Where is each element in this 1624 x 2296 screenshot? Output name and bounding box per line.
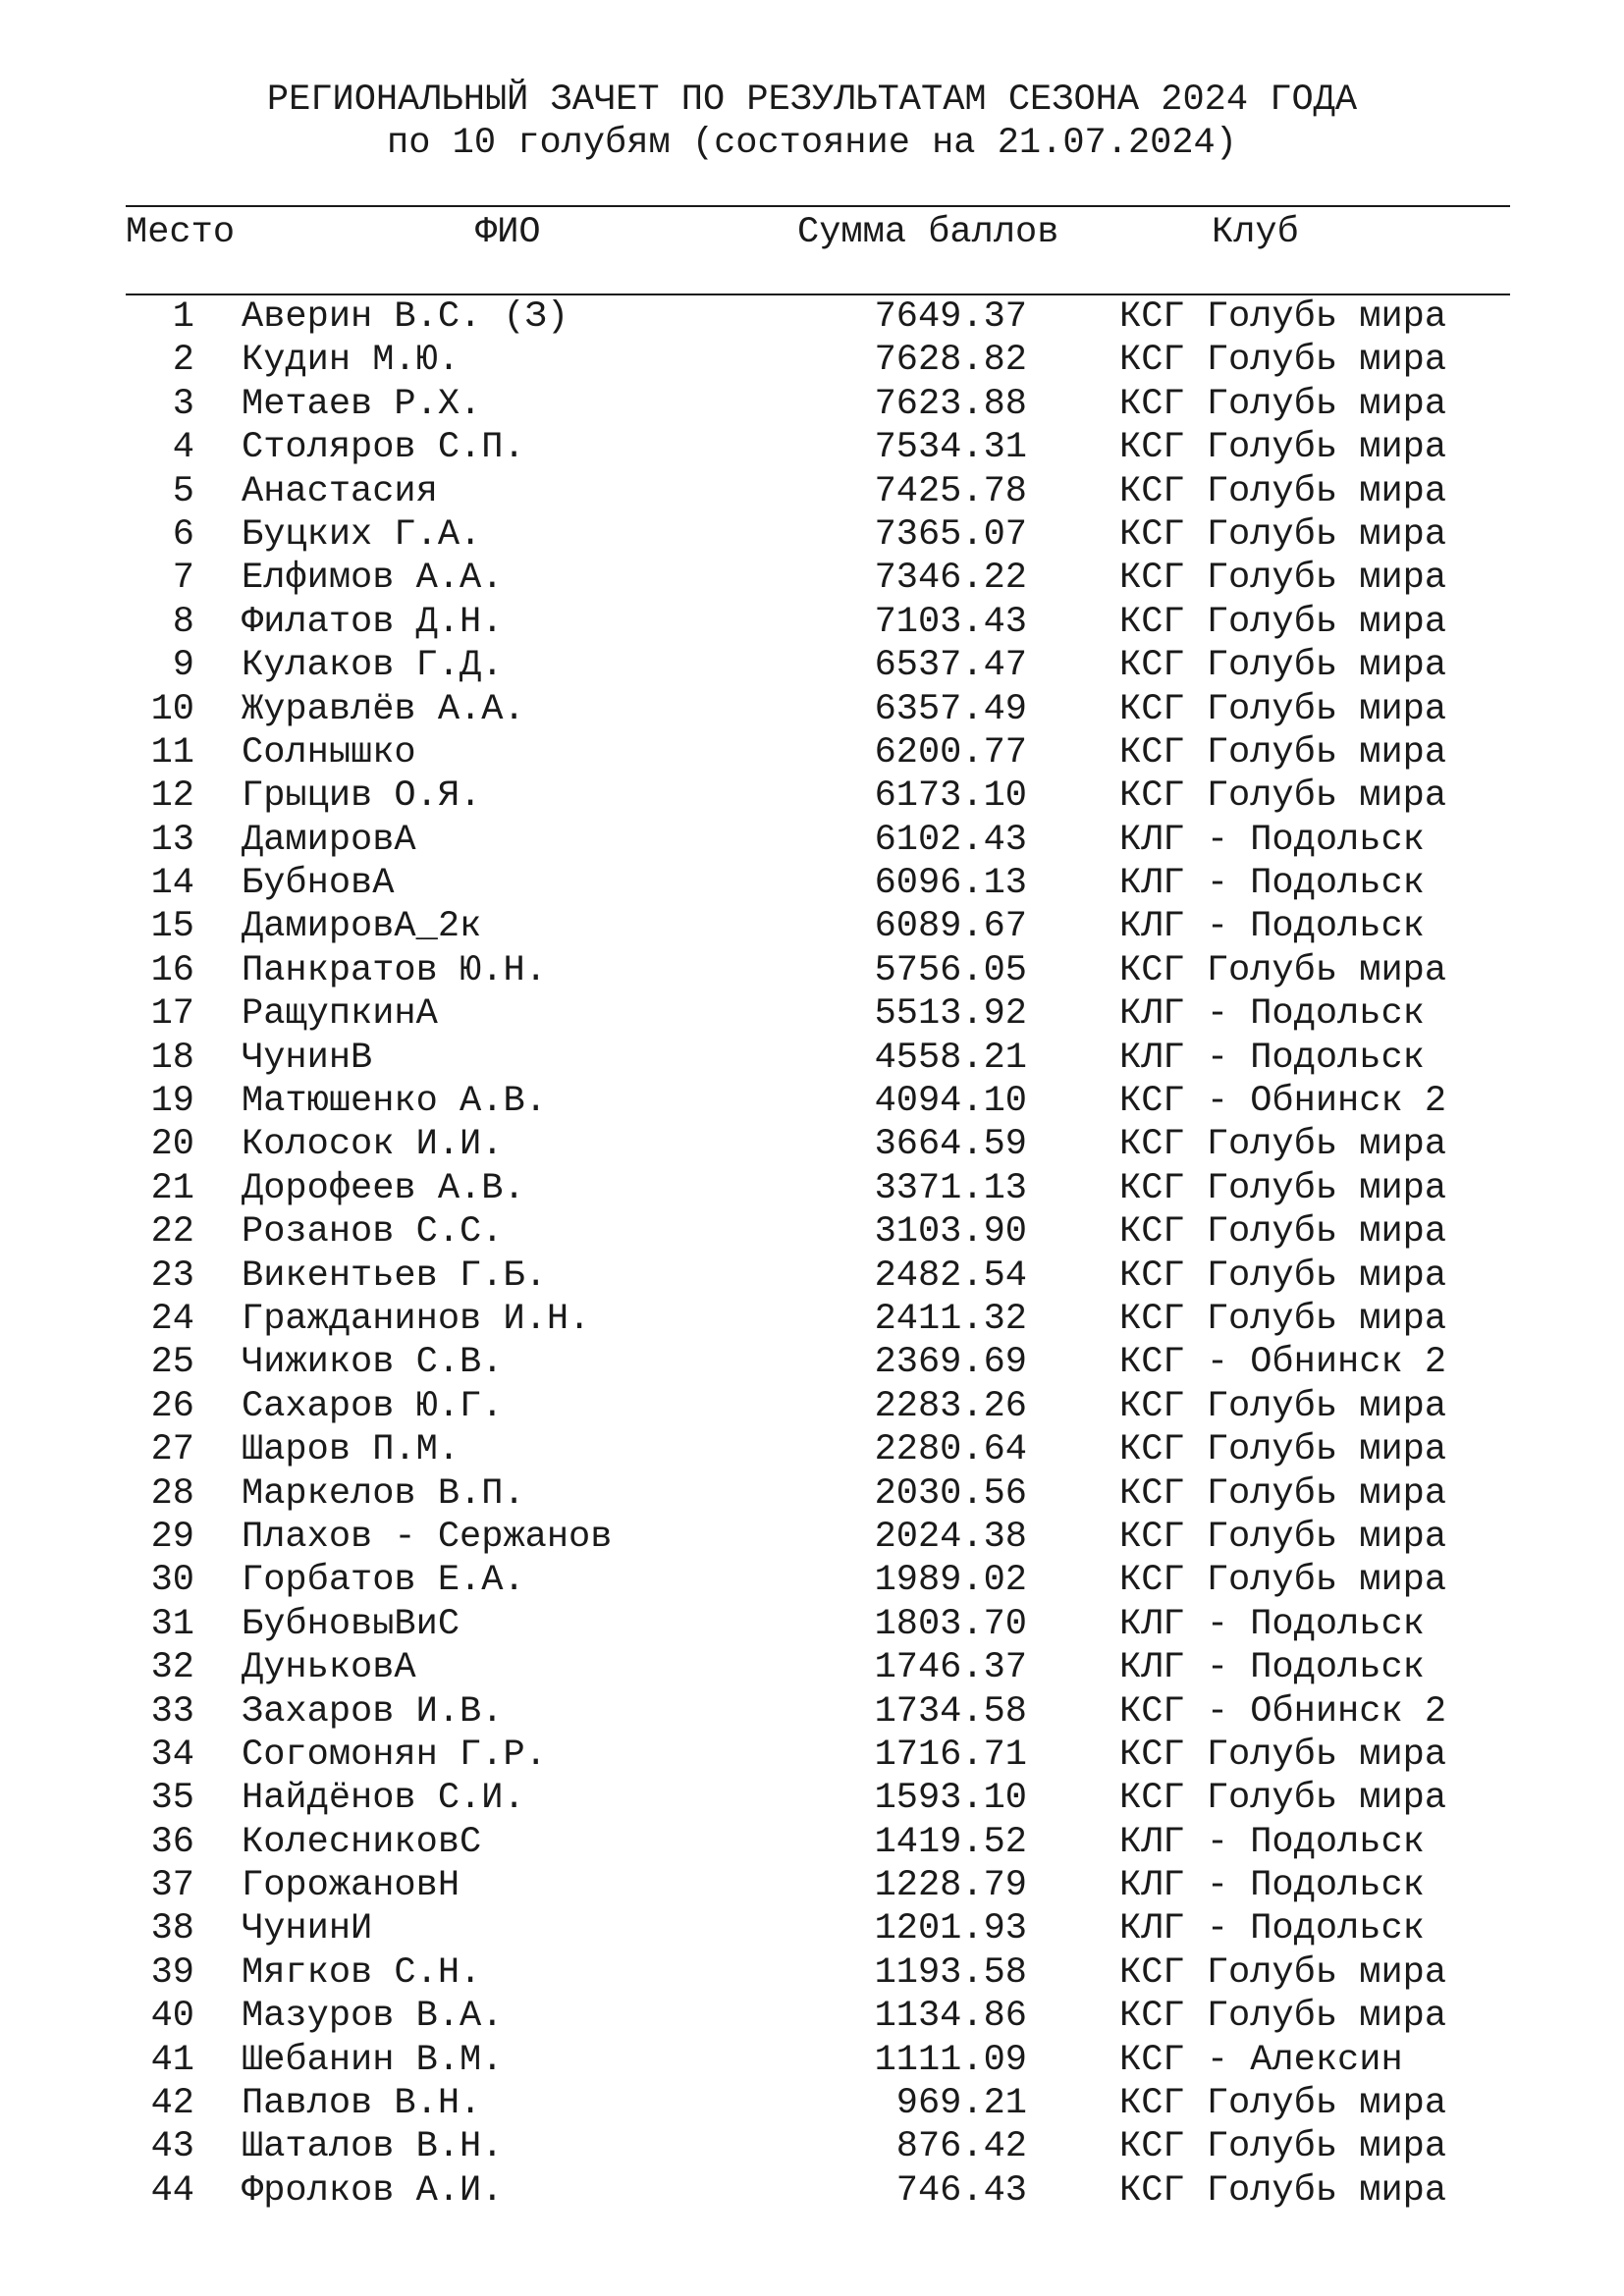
row-club: КСГ Голубь мира <box>1119 1167 1447 1209</box>
table-row <box>0 1428 1624 1471</box>
row-score: 7534.31 <box>874 427 1027 469</box>
row-name: Согомонян Г.Р. <box>242 1734 547 1776</box>
row-club: КСГ Голубь мира <box>1119 1516 1447 1558</box>
table-row <box>0 1603 1624 1646</box>
row-name: Матюшенко А.В. <box>242 1081 547 1123</box>
row-name: Буцких Г.А. <box>242 513 482 556</box>
row-club: КСГ - Обнинск 2 <box>1119 1081 1447 1123</box>
row-club: КСГ Голубь мира <box>1119 1298 1447 1340</box>
table-row <box>0 1951 1624 1995</box>
table-row <box>0 1907 1624 1950</box>
row-score: 746.43 <box>895 2169 1027 2212</box>
row-name: РащупкинА <box>242 993 438 1036</box>
row-club: КСГ - Алексин <box>1119 2039 1403 2081</box>
page-subtitle: по 10 голубям (состояние на 21.07.2024) <box>387 123 1237 164</box>
row-name: Сахаров Ю.Г. <box>242 1385 504 1427</box>
row-place: 7 <box>172 558 194 600</box>
table-row <box>0 949 1624 992</box>
row-club: КЛГ - Подольск <box>1119 1603 1425 1645</box>
row-club: КСГ Голубь мира <box>1119 1560 1447 1602</box>
table-row <box>0 1210 1624 1254</box>
row-score: 1803.70 <box>874 1603 1027 1645</box>
row-place: 11 <box>150 731 194 774</box>
row-club: КЛГ - Подольск <box>1119 1647 1425 1689</box>
row-club: КСГ - Обнинск 2 <box>1119 1342 1447 1384</box>
row-score: 6089.67 <box>874 906 1027 948</box>
row-score: 7425.78 <box>874 470 1027 512</box>
row-club: КСГ Голубь мира <box>1119 1255 1447 1297</box>
row-score: 1734.58 <box>874 1690 1027 1733</box>
row-club: КСГ Голубь мира <box>1119 1385 1447 1427</box>
table-row <box>0 1690 1624 1734</box>
column-header-score: Сумма баллов <box>797 212 1059 253</box>
row-name: ДамировА_2к <box>242 906 482 948</box>
table-row <box>0 2039 1624 2082</box>
row-place: 9 <box>172 645 194 687</box>
table-row <box>0 1385 1624 1428</box>
row-name: Гражданинов И.Н. <box>242 1298 591 1340</box>
row-score: 4558.21 <box>874 1037 1027 1079</box>
row-name: ГорожановН <box>242 1865 460 1907</box>
row-place: 5 <box>172 470 194 512</box>
row-place: 42 <box>150 2083 194 2125</box>
row-name: Кулаков Г.Д. <box>242 645 504 687</box>
row-place: 16 <box>150 949 194 991</box>
table-row <box>0 1995 1624 2038</box>
table-row <box>0 862 1624 905</box>
row-place: 29 <box>150 1516 194 1558</box>
row-place: 35 <box>150 1778 194 1820</box>
row-name: Елфимов А.А. <box>242 558 504 600</box>
row-score: 2283.26 <box>874 1385 1027 1427</box>
row-place: 39 <box>150 1951 194 1994</box>
row-club: КСГ Голубь мира <box>1119 2126 1447 2168</box>
table-row <box>0 688 1624 731</box>
row-score: 7623.88 <box>874 383 1027 425</box>
row-score: 2280.64 <box>874 1429 1027 1471</box>
row-score: 6173.10 <box>874 775 1027 818</box>
row-score: 6102.43 <box>874 819 1027 861</box>
column-header-place: Место <box>126 212 236 253</box>
row-score: 7649.37 <box>874 296 1027 338</box>
row-name: Шебанин В.М. <box>242 2039 504 2081</box>
row-name: Анастасия <box>242 470 438 512</box>
row-club: КСГ Голубь мира <box>1119 2083 1447 2125</box>
row-score: 2411.32 <box>874 1298 1027 1340</box>
column-header-club: Клуб <box>1212 212 1299 253</box>
row-club: КСГ Голубь мира <box>1119 340 1447 382</box>
row-place: 23 <box>150 1255 194 1297</box>
row-name: ДуньковА <box>242 1647 416 1689</box>
row-place: 3 <box>172 383 194 425</box>
row-name: Шаталов В.Н. <box>242 2126 504 2168</box>
row-score: 7103.43 <box>874 601 1027 643</box>
row-club: КЛГ - Подольск <box>1119 906 1425 948</box>
row-place: 36 <box>150 1821 194 1863</box>
header-top-rule <box>126 205 1510 207</box>
row-club: КСГ Голубь мира <box>1119 1778 1447 1820</box>
table-row <box>0 1080 1624 1123</box>
table-row <box>0 601 1624 644</box>
row-club: КЛГ - Подольск <box>1119 1821 1425 1863</box>
row-score: 5756.05 <box>874 949 1027 991</box>
row-score: 7628.82 <box>874 340 1027 382</box>
row-name: Маркелов В.П. <box>242 1472 525 1515</box>
row-club: КСГ Голубь мира <box>1119 731 1447 774</box>
row-name: Колосок И.И. <box>242 1124 504 1166</box>
row-name: Фролков А.И. <box>242 2169 504 2212</box>
row-place: 44 <box>150 2169 194 2212</box>
table-row <box>0 1167 1624 1210</box>
row-name: Кудин М.Ю. <box>242 340 460 382</box>
row-club: КЛГ - Подольск <box>1119 993 1425 1036</box>
row-name: Панкратов Ю.Н. <box>242 949 547 991</box>
row-place: 26 <box>150 1385 194 1427</box>
row-score: 3664.59 <box>874 1124 1027 1166</box>
row-place: 37 <box>150 1865 194 1907</box>
row-score: 876.42 <box>895 2126 1027 2168</box>
row-place: 15 <box>150 906 194 948</box>
row-club: КЛГ - Подольск <box>1119 1037 1425 1079</box>
row-place: 21 <box>150 1167 194 1209</box>
row-club: КСГ Голубь мира <box>1119 1124 1447 1166</box>
row-club: КСГ Голубь мира <box>1119 645 1447 687</box>
row-name: ЧунинВ <box>242 1037 373 1079</box>
row-place: 43 <box>150 2126 194 2168</box>
column-header-name: ФИО <box>475 212 541 253</box>
row-club: КСГ Голубь мира <box>1119 1734 1447 1776</box>
row-club: КСГ - Обнинск 2 <box>1119 1690 1447 1733</box>
row-club: КСГ Голубь мира <box>1119 1429 1447 1471</box>
table-row <box>0 1037 1624 1080</box>
row-score: 969.21 <box>895 2083 1027 2125</box>
table-row <box>0 774 1624 818</box>
row-club: КСГ Голубь мира <box>1119 1951 1447 1994</box>
row-score: 1716.71 <box>874 1734 1027 1776</box>
row-club: КСГ Голубь мира <box>1119 296 1447 338</box>
row-club: КСГ Голубь мира <box>1119 775 1447 818</box>
row-place: 4 <box>172 427 194 469</box>
row-place: 33 <box>150 1690 194 1733</box>
row-score: 7346.22 <box>874 558 1027 600</box>
table-row <box>0 905 1624 948</box>
row-score: 1989.02 <box>874 1560 1027 1602</box>
row-name: Найдёнов С.И. <box>242 1778 525 1820</box>
row-score: 1419.52 <box>874 1821 1027 1863</box>
row-name: Метаев Р.Х. <box>242 383 482 425</box>
row-name: Журавлёв А.А. <box>242 688 525 730</box>
row-name: Солнышко <box>242 731 416 774</box>
row-score: 2030.56 <box>874 1472 1027 1515</box>
row-club: КСГ Голубь мира <box>1119 513 1447 556</box>
row-name: КолесниковС <box>242 1821 482 1863</box>
row-place: 22 <box>150 1211 194 1254</box>
row-name: Грыцив О.Я. <box>242 775 482 818</box>
row-place: 13 <box>150 819 194 861</box>
row-place: 41 <box>150 2039 194 2081</box>
row-club: КСГ Голубь мира <box>1119 1996 1447 2038</box>
table-row <box>0 1646 1624 1689</box>
table-row <box>0 1559 1624 1602</box>
row-name: ДамировА <box>242 819 416 861</box>
table-row <box>0 992 1624 1036</box>
table-row <box>0 1516 1624 1559</box>
row-club: КСГ Голубь мира <box>1119 601 1447 643</box>
table-row <box>0 1341 1624 1384</box>
row-score: 1134.86 <box>874 1996 1027 2038</box>
table-row <box>0 383 1624 426</box>
row-name: Викентьев Г.Б. <box>242 1255 547 1297</box>
table-row <box>0 470 1624 513</box>
row-place: 18 <box>150 1037 194 1079</box>
table-row <box>0 1123 1624 1166</box>
row-place: 6 <box>172 513 194 556</box>
row-place: 31 <box>150 1603 194 1645</box>
row-place: 10 <box>150 688 194 730</box>
row-club: КСГ Голубь мира <box>1119 558 1447 600</box>
table-row <box>0 2169 1624 2213</box>
row-name: Горбатов Е.А. <box>242 1560 525 1602</box>
row-place: 27 <box>150 1429 194 1471</box>
table-row <box>0 1255 1624 1298</box>
row-score: 1746.37 <box>874 1647 1027 1689</box>
table-row <box>0 731 1624 774</box>
row-place: 24 <box>150 1298 194 1340</box>
row-club: КСГ Голубь мира <box>1119 688 1447 730</box>
table-row <box>0 644 1624 687</box>
row-name: БубновыВиС <box>242 1603 460 1645</box>
row-place: 38 <box>150 1908 194 1950</box>
table-row <box>0 557 1624 600</box>
row-score: 4094.10 <box>874 1081 1027 1123</box>
table-row <box>0 513 1624 557</box>
row-score: 6357.49 <box>874 688 1027 730</box>
table-row <box>0 1472 1624 1516</box>
row-name: Розанов С.С. <box>242 1211 504 1254</box>
row-score: 6537.47 <box>874 645 1027 687</box>
table-row <box>0 339 1624 382</box>
row-place: 2 <box>172 340 194 382</box>
row-club: КСГ Голубь мира <box>1119 383 1447 425</box>
table-row <box>0 2082 1624 2125</box>
row-name: Мягков С.Н. <box>242 1951 482 1994</box>
row-place: 28 <box>150 1472 194 1515</box>
row-score: 2024.38 <box>874 1516 1027 1558</box>
table-row <box>0 2125 1624 2168</box>
row-place: 32 <box>150 1647 194 1689</box>
row-name: Столяров С.П. <box>242 427 525 469</box>
row-score: 2369.69 <box>874 1342 1027 1384</box>
row-score: 6096.13 <box>874 863 1027 905</box>
row-name: ЧунинИ <box>242 1908 373 1950</box>
row-place: 30 <box>150 1560 194 1602</box>
row-score: 3371.13 <box>874 1167 1027 1209</box>
row-place: 25 <box>150 1342 194 1384</box>
row-score: 1111.09 <box>874 2039 1027 2081</box>
row-name: Чижиков С.В. <box>242 1342 504 1384</box>
row-score: 1228.79 <box>874 1865 1027 1907</box>
row-place: 19 <box>150 1081 194 1123</box>
row-club: КСГ Голубь мира <box>1119 427 1447 469</box>
row-score: 6200.77 <box>874 731 1027 774</box>
row-score: 2482.54 <box>874 1255 1027 1297</box>
row-name: Дорофеев А.В. <box>242 1167 525 1209</box>
row-score: 3103.90 <box>874 1211 1027 1254</box>
row-place: 8 <box>172 601 194 643</box>
table-row <box>0 1734 1624 1777</box>
table-row <box>0 426 1624 469</box>
row-place: 20 <box>150 1124 194 1166</box>
table-row <box>0 1821 1624 1864</box>
row-score: 1201.93 <box>874 1908 1027 1950</box>
row-score: 5513.92 <box>874 993 1027 1036</box>
row-place: 34 <box>150 1734 194 1776</box>
row-name: БубновА <box>242 863 395 905</box>
row-club: КСГ Голубь мира <box>1119 1472 1447 1515</box>
results-table <box>0 295 1624 2213</box>
row-score: 7365.07 <box>874 513 1027 556</box>
row-name: Плахов - Сержанов <box>242 1516 613 1558</box>
row-club: КЛГ - Подольск <box>1119 1865 1425 1907</box>
table-row <box>0 819 1624 862</box>
row-name: Аверин В.С. (З) <box>242 296 569 338</box>
row-club: КСГ Голубь мира <box>1119 2169 1447 2212</box>
row-club: КСГ Голубь мира <box>1119 1211 1447 1254</box>
row-name: Мазуров В.А. <box>242 1996 504 2038</box>
row-score: 1193.58 <box>874 1951 1027 1994</box>
page-title: РЕГИОНАЛЬНЫЙ ЗАЧЕТ ПО РЕЗУЛЬТАТАМ СЕЗОНА 2024 ГОДА <box>266 80 1358 121</box>
row-place: 17 <box>150 993 194 1036</box>
row-place: 14 <box>150 863 194 905</box>
row-place: 12 <box>150 775 194 818</box>
table-row <box>0 1864 1624 1907</box>
row-name: Захаров И.В. <box>242 1690 504 1733</box>
row-club: КСГ Голубь мира <box>1119 470 1447 512</box>
row-club: КСГ Голубь мира <box>1119 949 1447 991</box>
table-row <box>0 1777 1624 1820</box>
row-club: КЛГ - Подольск <box>1119 1908 1425 1950</box>
row-place: 40 <box>150 1996 194 2038</box>
row-name: Шаров П.М. <box>242 1429 460 1471</box>
table-row <box>0 1298 1624 1341</box>
row-club: КЛГ - Подольск <box>1119 863 1425 905</box>
row-place: 1 <box>172 296 194 338</box>
table-row <box>0 295 1624 339</box>
row-score: 1593.10 <box>874 1778 1027 1820</box>
row-name: Павлов В.Н. <box>242 2083 482 2125</box>
row-club: КЛГ - Подольск <box>1119 819 1425 861</box>
row-name: Филатов Д.Н. <box>242 601 504 643</box>
